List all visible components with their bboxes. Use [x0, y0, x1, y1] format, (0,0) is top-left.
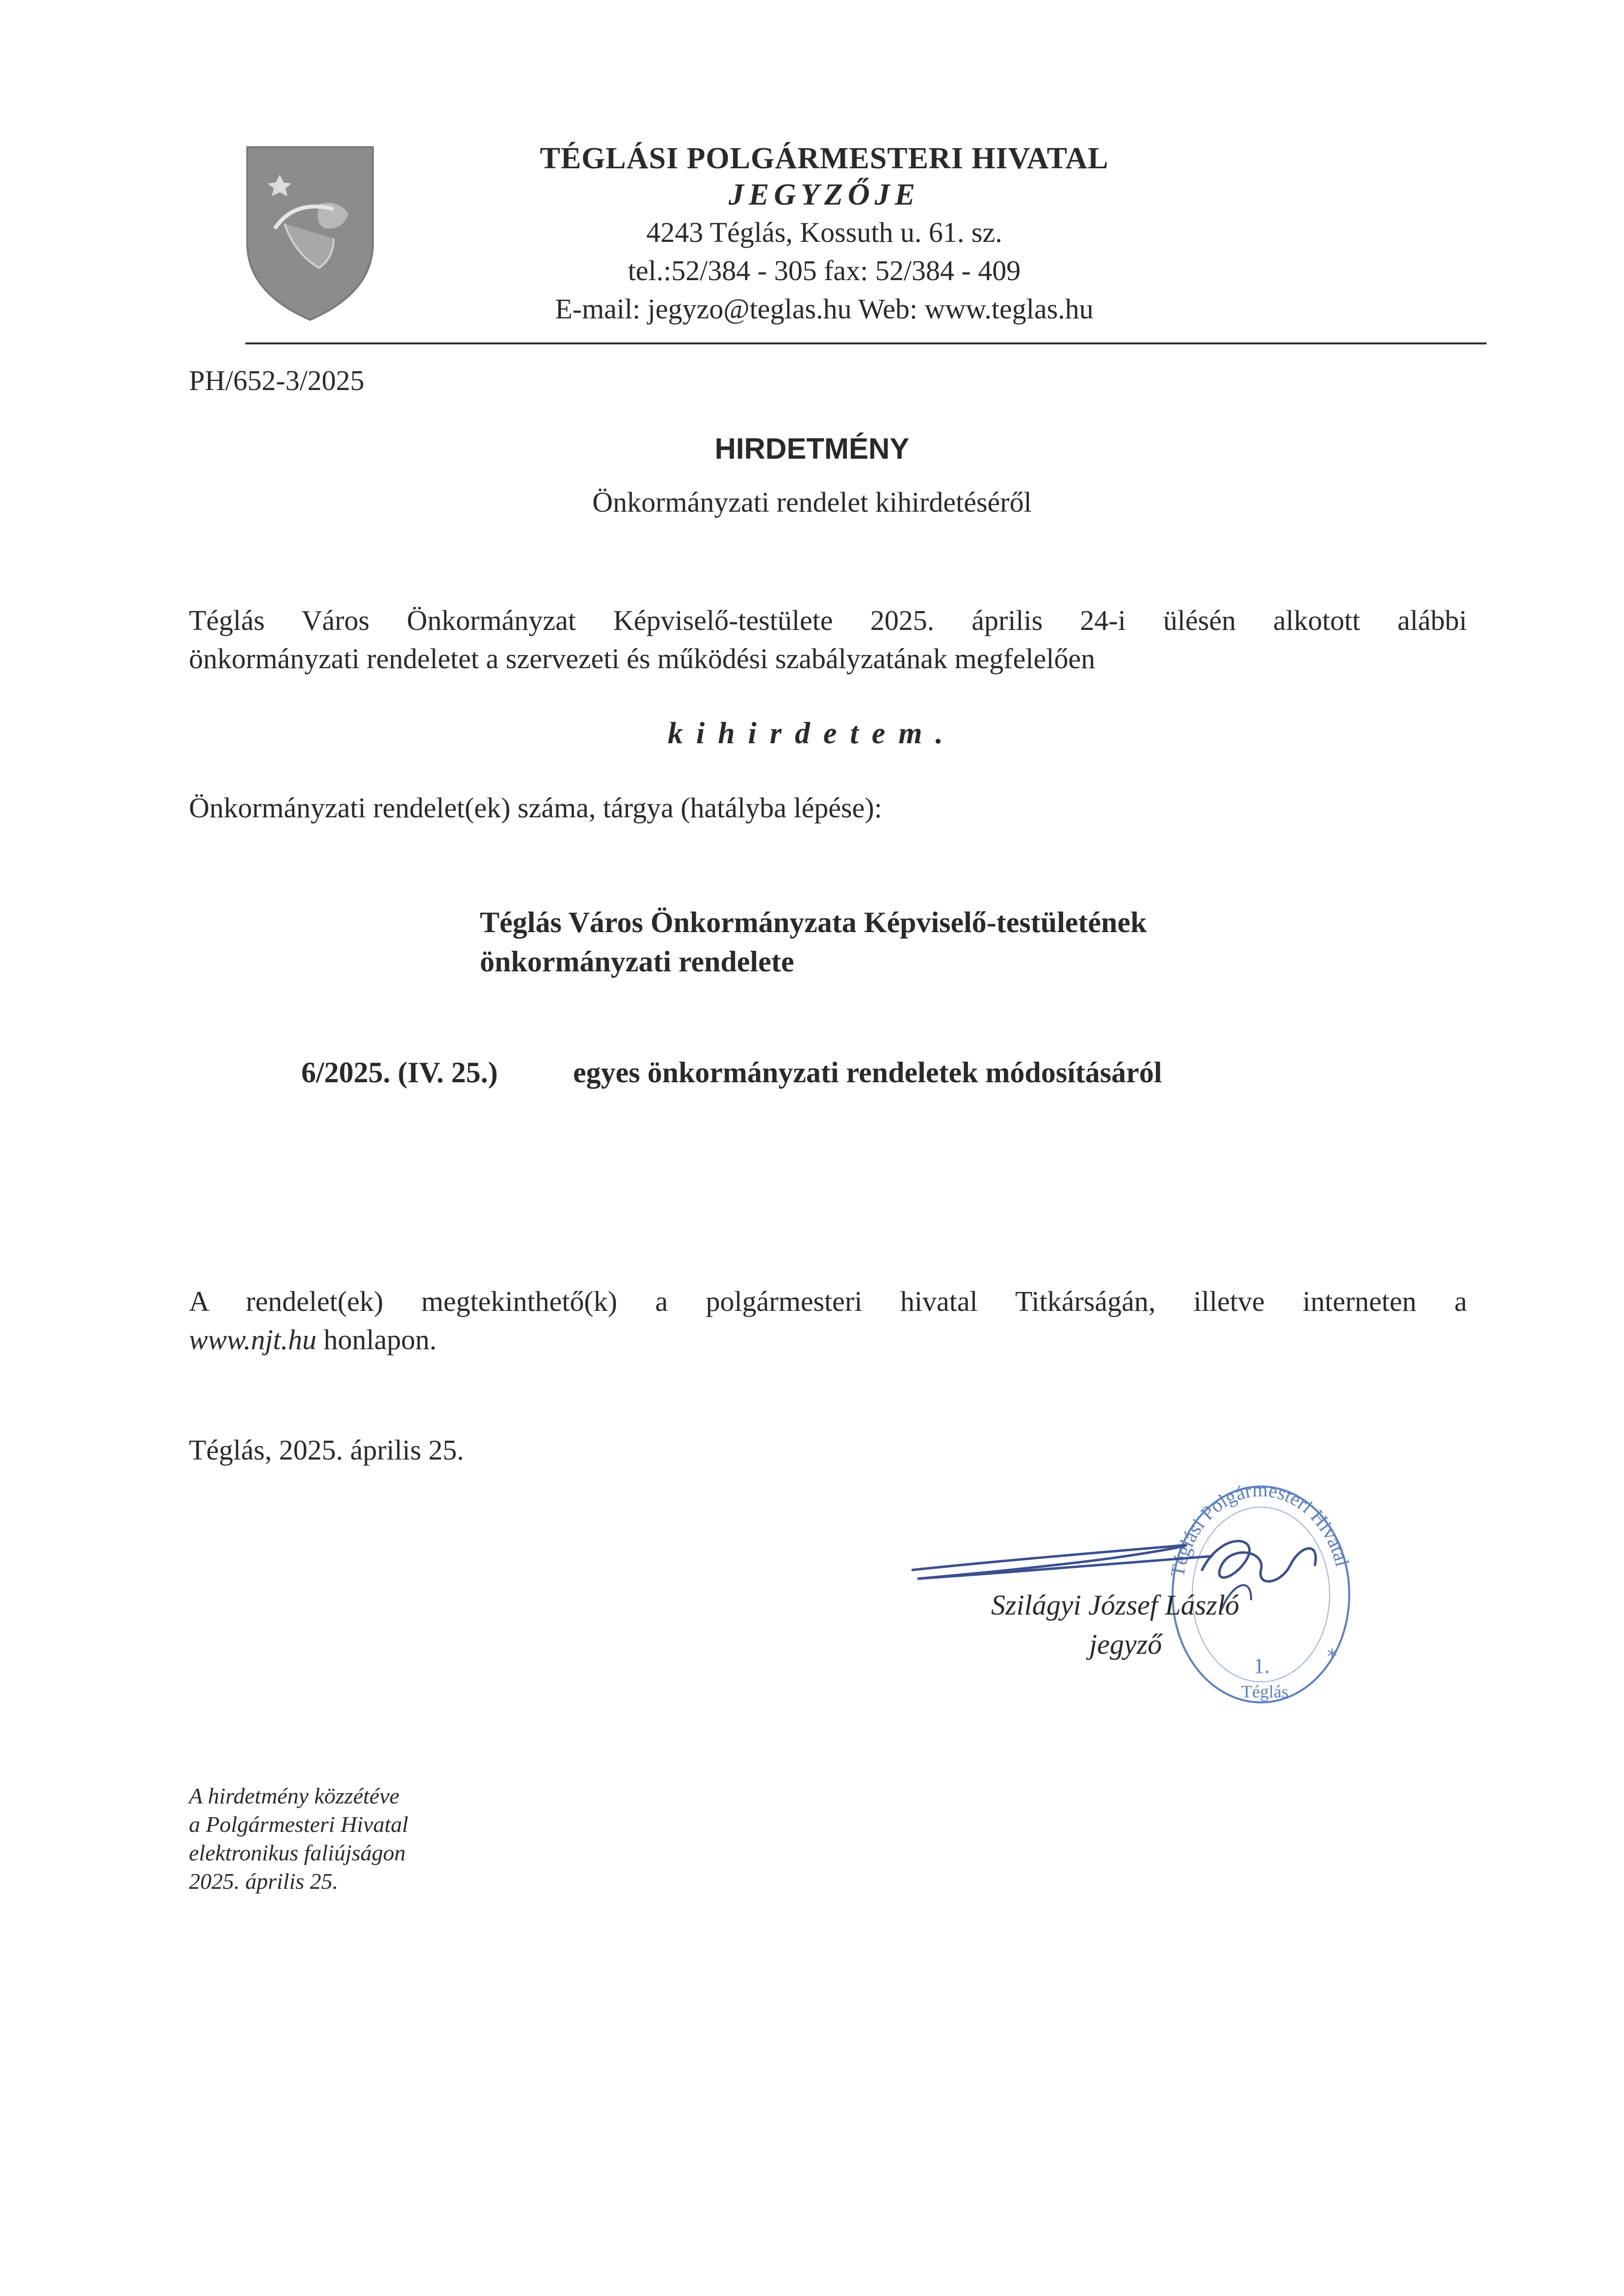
decree-title-line-2: önkormányzati rendelete [480, 945, 794, 978]
decree-label: Önkormányzati rendelet(ek) száma, tárgya (hatályba lépése): [189, 792, 882, 824]
stamp-text: Téglási Polgármesteri Hivatal [1166, 1478, 1354, 1579]
stamp-star-icon: * [1327, 1645, 1337, 1668]
publication-note-line: 2025. április 25. [189, 1869, 339, 1894]
org-address: 4243 Téglás, Kossuth u. 61. sz. [646, 216, 1002, 248]
publication-note-line: a Polgármesteri Hivatal [189, 1812, 409, 1837]
signer-title: jegyző [1089, 1628, 1162, 1660]
viewing-line-2 [189, 1321, 1467, 1359]
document-subtitle: Önkormányzati rendelet kihirdetéséről [592, 486, 1032, 518]
document-title: HIRDETMÉNY [714, 432, 910, 465]
place-date: Téglás, 2025. április 25. [189, 1434, 464, 1466]
viewing-line-2-rest: honlapon. [316, 1324, 437, 1356]
proclamation: kihirdetem. [667, 717, 957, 750]
org-subtitle: JEGYZŐJE [729, 178, 920, 211]
intro-line-2: önkormányzati rendeletet a szervezeti és működési szabályzatának megfelelően [189, 643, 1096, 675]
publication-note-line: elektronikus faliújságon [189, 1840, 406, 1865]
stamp-town: Téglás [1241, 1682, 1288, 1701]
decree-subject: egyes önkormányzati rendeletek módosításáról [573, 1056, 1162, 1089]
stamp-number: 1. [1254, 1654, 1270, 1678]
reference-number: PH/652-3/2025 [189, 365, 365, 396]
org-contact: E-mail: jegyzo@teglas.hu Web: www.teglas.hu [555, 293, 1094, 325]
website-link[interactable]: www.njt.hu [189, 1324, 316, 1356]
header-divider [245, 342, 1487, 344]
intro-line-1: Téglás Város Önkormányzat Képviselő-testülete 2025. április 24-i ülésén alkotott alábbi [189, 604, 1467, 636]
decree-title-line-1: Téglás Város Önkormányzata Képviselő-testületének [480, 906, 1147, 939]
viewing-line-1: A rendelet(ek) megtekinthető(k) a polgármesteri hivatal Titkárságán, illetve interneten a [189, 1285, 1467, 1317]
org-phone: tel.:52/384 - 305 fax: 52/384 - 409 [628, 255, 1021, 287]
signer-name: Szilágyi József László [991, 1589, 1239, 1621]
decree-number: 6/2025. (IV. 25.) [301, 1056, 498, 1089]
org-name: TÉGLÁSI POLGÁRMESTERI HIVATAL [540, 142, 1109, 175]
municipal-coat-of-arms-icon [245, 145, 375, 322]
publication-note-line: A hirdetmény közzétéve [189, 1783, 400, 1808]
